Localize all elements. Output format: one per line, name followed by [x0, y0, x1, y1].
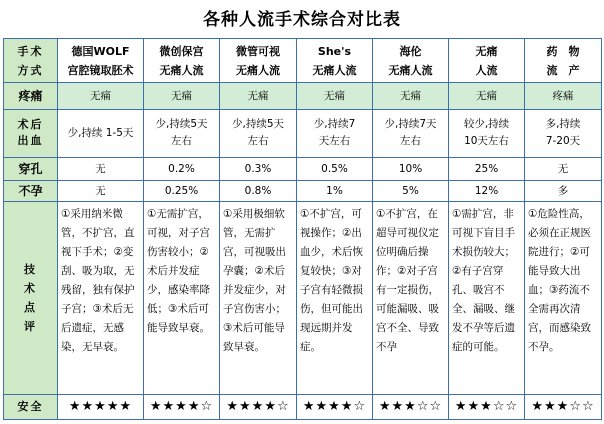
row-label-perforation: 穿孔 [4, 157, 58, 180]
bleeding-cell: 较少,持续 10天左右 [449, 109, 525, 157]
page-title: 各种人流手术综合对比表 [203, 10, 401, 30]
method-cell: She's 无痛人流 [297, 39, 373, 83]
row-label-infertility: 不孕 [4, 180, 58, 201]
review-cell: ①需扩宫，非可视下盲目手术损伤较大；②有子宫穿孔、吸宫不全、漏吸、继发不孕等后遗症的可能。 [449, 201, 525, 394]
method-cell: 德国WOLF 宫腔镜取胚术 [58, 39, 144, 83]
row-label-method: 手术 方式 [4, 39, 58, 83]
pain-cell: 无痛 [373, 83, 449, 109]
perforation-cell: 0.2% [144, 157, 220, 180]
perforation-cell: 0.3% [220, 157, 297, 180]
method-cell: 药 物 流 产 [525, 39, 602, 83]
perforation-cell: 10% [373, 157, 449, 180]
row-method [4, 39, 602, 83]
pain-cell: 无痛 [220, 83, 297, 109]
bleeding-cell: 少,持续7天 左右 [373, 109, 449, 157]
safety-rating: ★★★★★ [68, 398, 133, 414]
bleeding-cell: 少,持续5天 左右 [144, 109, 220, 157]
comparison-table [3, 38, 602, 420]
safety-cell [144, 394, 220, 419]
review-cell: ①无需扩宫，可视，对子宫伤害较小；②术后并发症少，感染率降低；③术后可能导致早衰。 [144, 201, 220, 394]
method-cell: 海伦 无痛人流 [373, 39, 449, 83]
pain-cell: 疼痛 [525, 83, 602, 109]
safety-cell [373, 394, 449, 419]
row-perforation [4, 157, 602, 180]
review-cell: ①采用纳米微管，不扩宫，直视下手术；②变刮、吸为取，无残留，独有保护子宫；③术后无后遗症，无感染，无早衰。 [58, 201, 144, 394]
perforation-cell: 无 [525, 157, 602, 180]
pain-cell: 无痛 [144, 83, 220, 109]
safety-cell [525, 394, 602, 419]
safety-rating: ★★★☆☆ [378, 398, 443, 414]
safety-rating: ★★★☆☆ [454, 398, 519, 414]
infertility-cell: 0.8% [220, 180, 297, 201]
infertility-cell: 12% [449, 180, 525, 201]
perforation-cell: 25% [449, 157, 525, 180]
safety-cell [58, 394, 144, 419]
infertility-cell: 多 [525, 180, 602, 201]
review-cell: ①危险性高，必须在正规医院进行；②可能导致大出血；③药流不全需再次清宫，而感染致不孕。 [525, 201, 602, 394]
row-label-review: 技 术 点 评 [4, 201, 58, 394]
safety-rating: ★★★☆☆ [531, 398, 595, 414]
row-pain [4, 83, 602, 109]
method-cell: 无痛 人流 [449, 39, 525, 83]
row-review [4, 201, 602, 394]
review-cell: ①不扩宫，在超导可视仪定位明确后操作；②对子宫有一定损伤，可能漏吸、吸宫不全、导致不孕 [373, 201, 449, 394]
row-label-bleeding: 术后 出血 [4, 109, 58, 157]
bleeding-cell: 少,持续7 天左右 [297, 109, 373, 157]
safety-rating: ★★★★☆ [302, 398, 367, 414]
method-cell: 微创保宫 无痛人流 [144, 39, 220, 83]
row-infertility [4, 180, 602, 201]
row-safety [4, 394, 602, 419]
safety-rating: ★★★★☆ [149, 398, 214, 414]
safety-cell [449, 394, 525, 419]
row-label-pain: 疼痛 [4, 83, 58, 109]
perforation-cell: 无 [58, 157, 144, 180]
safety-cell [220, 394, 297, 419]
infertility-cell: 无 [58, 180, 144, 201]
review-cell: ①采用极细软管，无需扩宫，可视吸出孕囊；②术后并发症少，对子宫伤害小；③术后可能导致早衰。 [220, 201, 297, 394]
infertility-cell: 1% [297, 180, 373, 201]
method-cell: 微管可视 无痛人流 [220, 39, 297, 83]
infertility-cell: 5% [373, 180, 449, 201]
bleeding-cell: 少,持续5天 左右 [220, 109, 297, 157]
safety-rating: ★★★★☆ [226, 398, 290, 414]
pain-cell: 无痛 [449, 83, 525, 109]
row-bleeding [4, 109, 602, 157]
bleeding-cell: 少,持续 1-5天 [58, 109, 144, 157]
infertility-cell: 0.25% [144, 180, 220, 201]
row-label-safety: 安全 [4, 394, 58, 419]
review-cell: ①不扩宫，可视操作；②出血少，术后恢复较快；③对子宫有轻微损伤，但可能出现远期并发症。 [297, 201, 373, 394]
pain-cell: 无痛 [58, 83, 144, 109]
pain-cell: 无痛 [297, 83, 373, 109]
perforation-cell: 0.5% [297, 157, 373, 180]
safety-cell [297, 394, 373, 419]
bleeding-cell: 多,持续 7-20天 [525, 109, 602, 157]
